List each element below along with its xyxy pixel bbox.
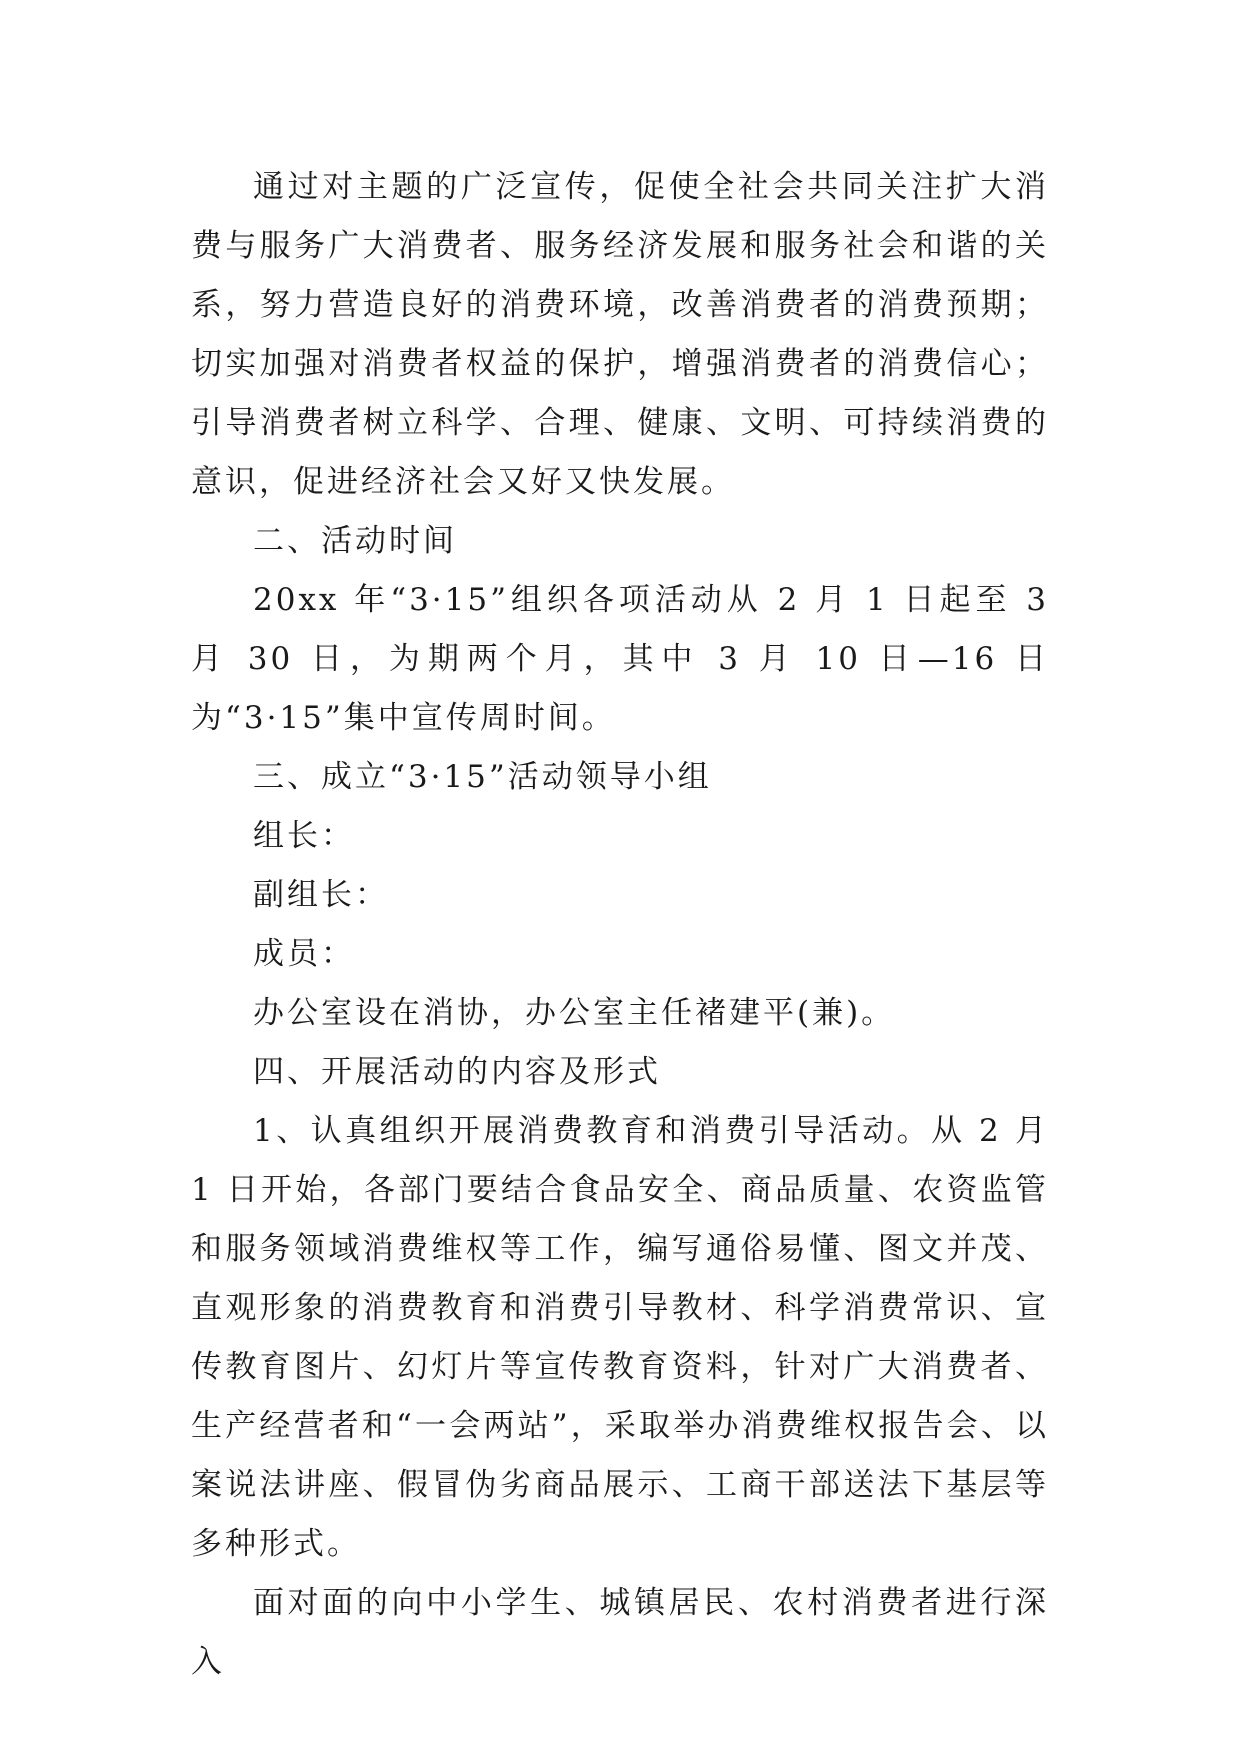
paragraph-office: 办公室设在消协，办公室主任褚建平(兼)。 — [253, 995, 896, 1031]
line-group-leader: 组长： — [253, 818, 355, 854]
heading-leadership-group: 三、成立“3·15”活动领导小组 — [253, 759, 712, 795]
line-deputy-leader: 副组长： — [253, 877, 389, 913]
paragraph-continuation: 面对面的向中小学生、城镇居民、农村消费者进行深入 — [191, 1585, 1049, 1680]
paragraph-item-1: 1、认真组织开展消费教育和消费引导活动。从 2 月 1 日开始，各部门要结合食品安全、商品质量、农资监管和服务领域消费维权等工作，编写通俗易懂、图文并茂、直观形象的消费教育和消费引导教材、科学消费常识、宣传教育图片、幻灯片等宣传教育资料，针对广大消费者、生产经营者和“一会两站”，采取举办消费维权报告会、以案说法讲座、假冒伪劣商品展示、工商干部送法下基层等多种形式。 — [191, 1113, 1049, 1562]
paragraph-purpose: 通过对主题的广泛宣传，促使全社会共同关注扩大消费与服务广大消费者、服务经济发展和服务社会和谐的关系，努力营造良好的消费环境，改善消费者的消费预期；切实加强对消费者权益的保护，增强消费者的消费信心；引导消费者树立科学、合理、健康、文明、可持续消费的意识，促进经济社会又好又快发展。 — [191, 169, 1049, 500]
line-members: 成员： — [253, 936, 355, 972]
heading-activity-time: 二、活动时间 — [253, 523, 457, 559]
paragraph-activity-time: 20xx 年“3·15”组织各项活动从 2 月 1 日起至 3 月 30 日，为期两个月，其中 3 月 10 日—16 日为“3·15”集中宣传周时间。 — [191, 582, 1049, 736]
heading-content-forms: 四、开展活动的内容及形式 — [253, 1054, 661, 1090]
document-body — [191, 158, 1049, 1692]
